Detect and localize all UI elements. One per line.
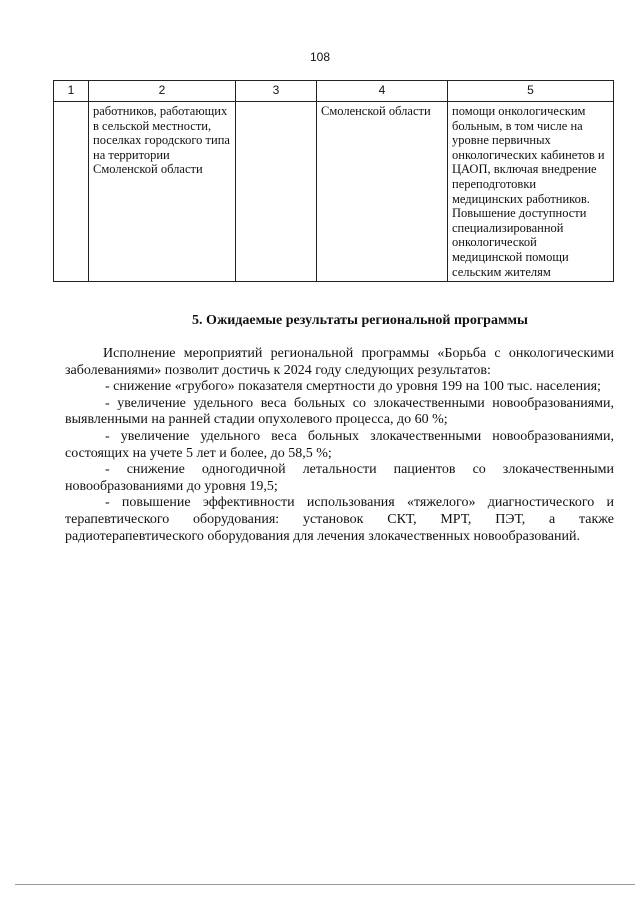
table-cell: работников, работающих в сельской местности, поселках городского типа на территории Смоленской области bbox=[89, 102, 236, 282]
table-cell: помощи онкологическим больным, в том числе на уровне первичных онкологических кабинетов и ЦАОП, включая внедрение переподготовки медицинских работников. Повышение доступности специализированной онкологической медицинской помощи сельским жителям bbox=[448, 102, 614, 282]
section-heading: 5. Ожидаемые результаты региональной программы bbox=[192, 313, 528, 328]
scan-edge-line bbox=[15, 884, 635, 885]
table-header-cell: 1 bbox=[54, 81, 89, 102]
table-header-cell: 2 bbox=[89, 81, 236, 102]
page-number: 108 bbox=[309, 50, 331, 64]
table-header-cell: 4 bbox=[317, 81, 448, 102]
list-item: - снижение одногодичной летальности пациентов со злокачественными новообразованиями до уровня 19,5; bbox=[65, 462, 614, 494]
table-header-cell: 5 bbox=[448, 81, 614, 102]
table-cell bbox=[236, 102, 317, 282]
list-item: - увеличение удельного веса больных со злокачественными новообразованиями, выявленными на ранней стадии опухолевого процесса, до 60 %; bbox=[65, 395, 614, 428]
table-cell bbox=[54, 102, 89, 282]
paragraph: Исполнение мероприятий региональной программы «Борьба с онкологическими заболеваниями» позволит достичь к 2024 году следующих результатов: bbox=[65, 346, 614, 378]
table-cell: Смоленской области bbox=[317, 102, 448, 282]
program-table bbox=[53, 80, 614, 282]
table-header-row bbox=[54, 81, 614, 102]
list-item: - повышение эффективности использования «тяжелого» диагностического и терапевтического оборудования: установок СКТ, МРТ, ПЭТ, а также радиотерапевтического оборудования для лечения злокачественных новообразований. bbox=[65, 495, 614, 544]
table-row bbox=[54, 102, 614, 282]
table-header-cell: 3 bbox=[236, 81, 317, 102]
list-item: - снижение «грубого» показателя смертности до уровня 199 на 100 тыс. населения; bbox=[105, 379, 601, 395]
list-item: - увеличение удельного веса больных злокачественными новообразованиями, состоящих на учете 5 лет и более, до 58,5 %; bbox=[65, 428, 614, 461]
body-text bbox=[65, 346, 614, 545]
